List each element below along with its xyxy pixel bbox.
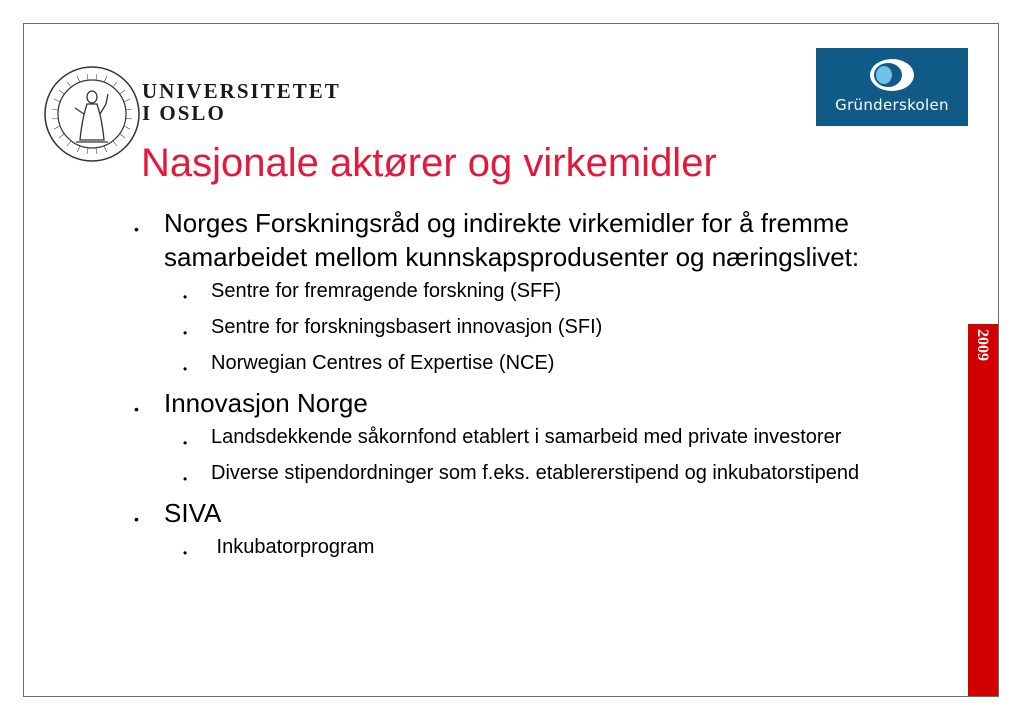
- list-item: [183, 460, 901, 487]
- list-item: [183, 534, 901, 561]
- bullet-dot-icon: •: [134, 221, 139, 237]
- slide-title: Nasjonale aktører og virkemidler: [141, 141, 717, 185]
- university-name-line2: I OSLO: [142, 101, 226, 125]
- list-item-text: Landsdekkende såkornfond etablert i samarbeid med private investorer: [211, 426, 842, 448]
- list-item-text: Norwegian Centres of Expertise (NCE): [211, 352, 555, 374]
- list-item-text: Inkubatorprogram: [211, 536, 375, 558]
- bullet-list: [24, 206, 924, 570]
- list-item-text: Sentre for fremragende forskning (SFF): [211, 280, 562, 302]
- grunderskolen-logo-text: Gründerskolen: [835, 96, 949, 114]
- bullet-dot-icon: •: [183, 436, 188, 450]
- bullet-dot-icon: •: [183, 472, 188, 486]
- list-item-text: Norges Forskningsråd og indirekte virkemidler for å fremme samarbeidet mellom kunnskapsprodusenter og næringslivet:: [164, 208, 860, 272]
- list-item-text: Innovasjon Norge: [164, 388, 368, 418]
- list-item: [183, 278, 901, 305]
- bullet-dot-icon: •: [134, 511, 139, 527]
- slide: [23, 23, 999, 697]
- grunderskolen-logo: [816, 48, 968, 126]
- bullet-dot-icon: •: [183, 290, 188, 304]
- list-item-text: SIVA: [164, 498, 222, 528]
- list-item: [134, 386, 924, 487]
- bullet-dot-icon: •: [183, 362, 188, 376]
- sub-list: [164, 424, 924, 487]
- list-item: [134, 496, 924, 561]
- year-badge: 2009: [974, 329, 991, 361]
- list-item-text: Sentre for forskningsbasert innovasjon (SFI): [211, 316, 603, 338]
- university-name: [142, 80, 341, 124]
- bullet-dot-icon: •: [134, 401, 139, 417]
- sub-list: [164, 534, 924, 561]
- list-item: [134, 206, 924, 377]
- university-name-line1: UNIVERSITETET: [142, 79, 341, 103]
- list-item: [183, 350, 901, 377]
- year-bar: [968, 324, 999, 697]
- bullet-dot-icon: •: [183, 326, 188, 340]
- university-seal-icon: [42, 64, 142, 164]
- list-item: [183, 314, 901, 341]
- grunderskolen-swirl-icon: [866, 56, 918, 94]
- list-item-text: Diverse stipendordninger som f.eks. etablererstipend og inkubatorstipend: [211, 462, 860, 484]
- list-item: [183, 424, 901, 451]
- bullet-dot-icon: •: [183, 546, 188, 560]
- sub-list: [164, 278, 924, 377]
